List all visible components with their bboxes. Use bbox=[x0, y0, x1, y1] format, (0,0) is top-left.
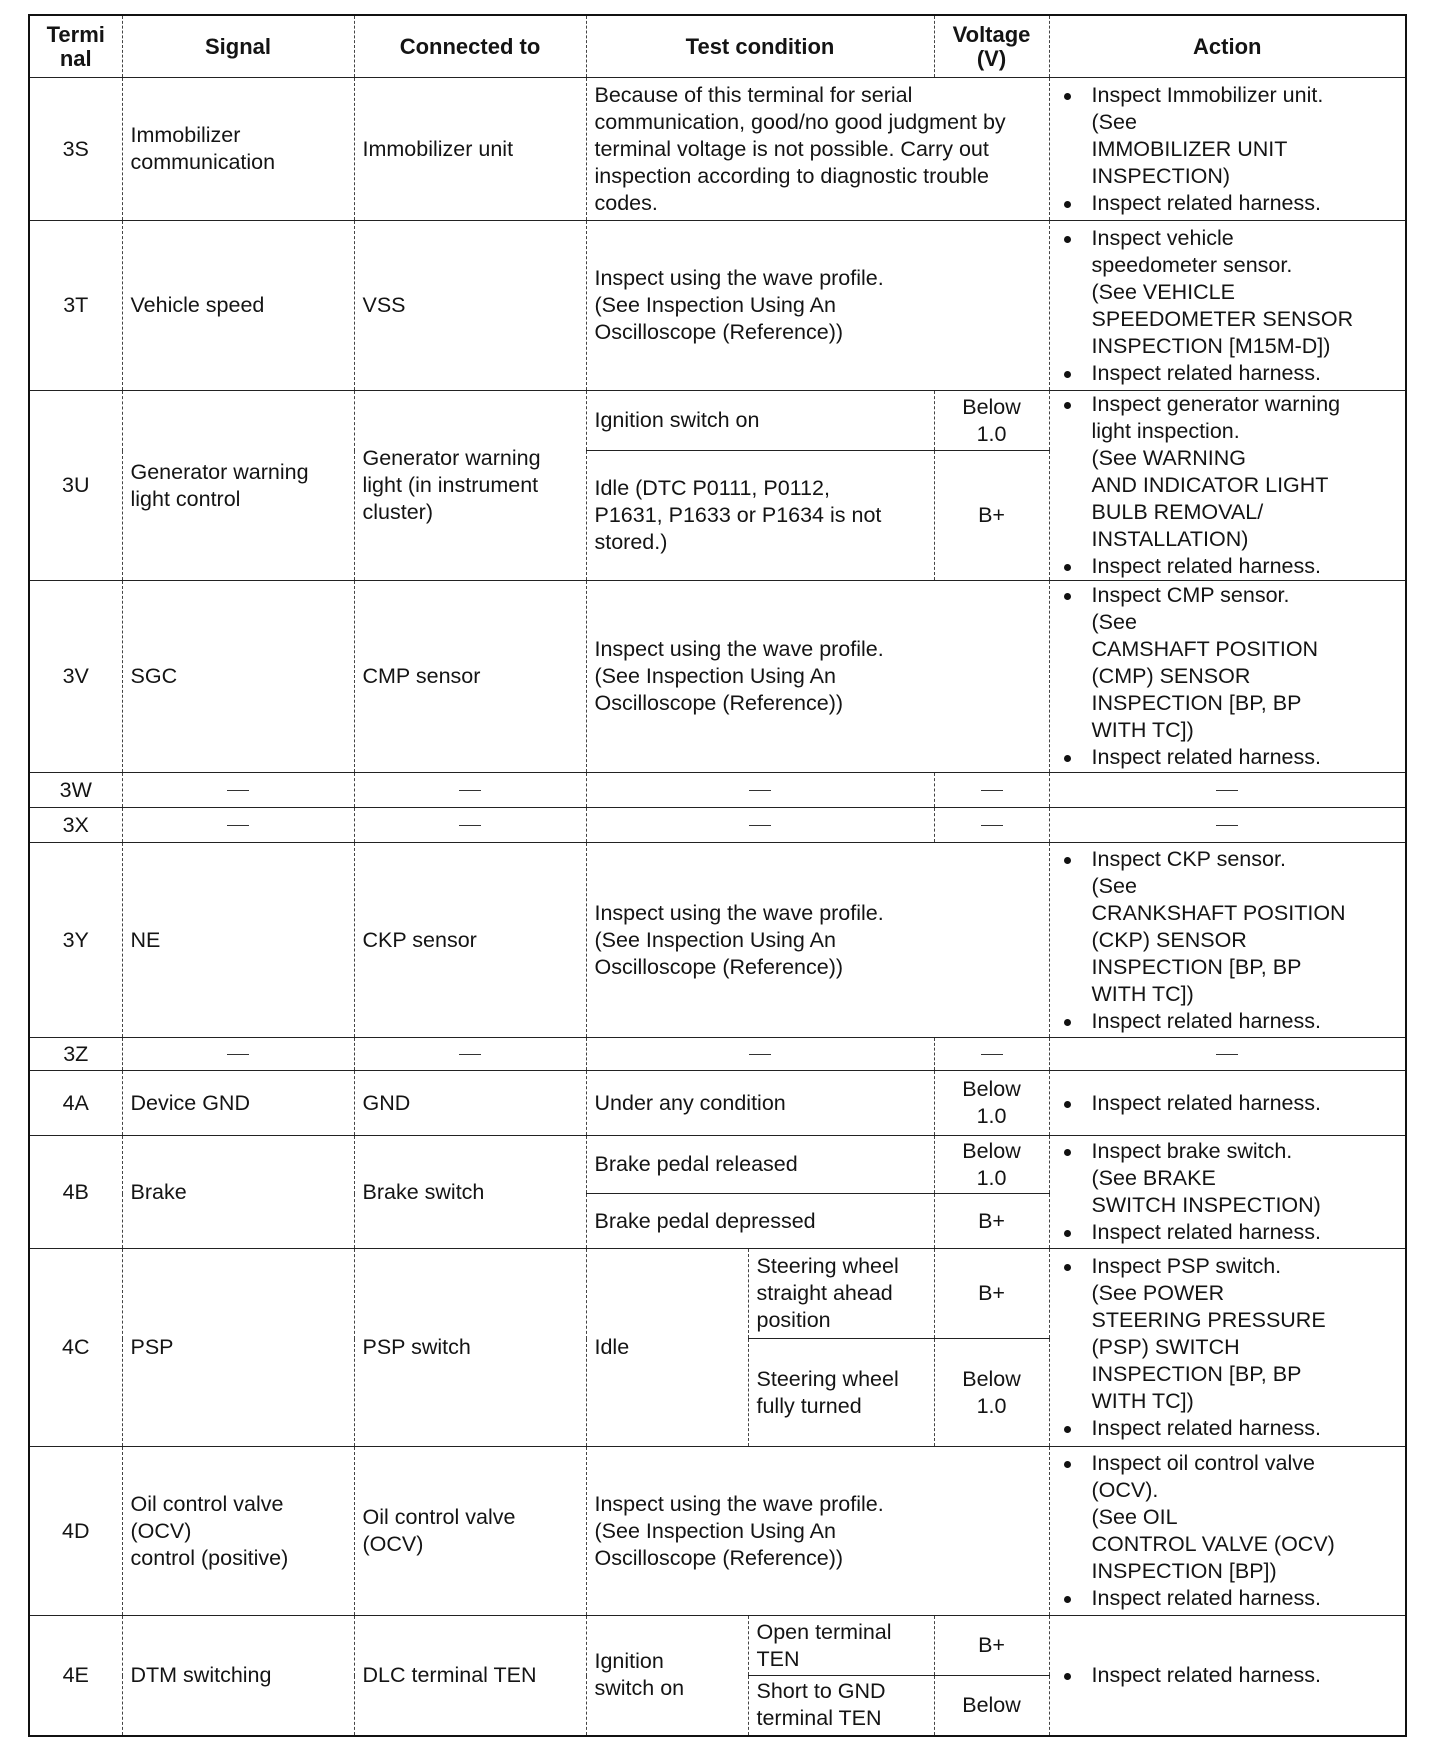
action-item: Inspect oil control valve (OCV). (See OIL CONTROL VALVE (OCV) INSPECTION [BP]) bbox=[1058, 1450, 1398, 1585]
terminal-cell: 4A bbox=[29, 1071, 122, 1136]
voltage-cell: B+ bbox=[934, 1249, 1049, 1339]
table-row bbox=[29, 1447, 1406, 1616]
action-cell bbox=[1049, 1136, 1406, 1249]
empty-dash bbox=[1216, 1054, 1238, 1055]
action-item: Inspect CKP sensor. (See CRANKSHAFT POSITION (CKP) SENSOR INSPECTION [BP, BP WITH TC]) bbox=[1058, 846, 1398, 1008]
action-item: Inspect brake switch. (See BRAKE SWITCH INSPECTION) bbox=[1058, 1138, 1398, 1219]
test-condition-cell: Ignition switch on bbox=[586, 391, 934, 451]
header-voltage: Voltage (V) bbox=[934, 15, 1049, 78]
header-connected-to: Connected to bbox=[354, 15, 586, 78]
terminal-cell: 3W bbox=[29, 773, 122, 808]
signal-cell: Brake bbox=[122, 1136, 354, 1249]
empty-dash bbox=[227, 790, 249, 791]
empty-dash bbox=[227, 1054, 249, 1055]
action-cell bbox=[1049, 1616, 1406, 1736]
test-condition-cell: Ignition switch on bbox=[586, 1616, 748, 1736]
signal-cell: PSP bbox=[122, 1249, 354, 1447]
table-row bbox=[29, 843, 1406, 1038]
signal-cell: SGC bbox=[122, 581, 354, 773]
connected-to-cell bbox=[354, 808, 586, 843]
connected-to-cell: CMP sensor bbox=[354, 581, 586, 773]
action-cell bbox=[1049, 1447, 1406, 1616]
voltage-cell bbox=[934, 1038, 1049, 1071]
voltage-cell: Below 1.0 bbox=[934, 1071, 1049, 1136]
action-item: Inspect related harness. bbox=[1058, 1219, 1398, 1246]
terminal-cell: 3U bbox=[29, 391, 122, 581]
empty-dash bbox=[981, 790, 1003, 791]
voltage-cell: Below 1.0 bbox=[934, 1136, 1049, 1194]
connected-to-cell bbox=[354, 1038, 586, 1071]
test-condition-cell: Because of this terminal for serial communication, good/no good judgment by terminal voltage is not possible. Carry out inspection according to diagnostic trouble codes. bbox=[586, 78, 1049, 221]
empty-dash bbox=[227, 825, 249, 826]
table-row bbox=[29, 1071, 1406, 1136]
table-row bbox=[29, 773, 1406, 808]
empty-dash bbox=[459, 1054, 481, 1055]
empty-dash bbox=[749, 1054, 771, 1055]
test-condition-cell bbox=[586, 773, 934, 808]
empty-dash bbox=[1216, 790, 1238, 791]
action-item: Inspect related harness. bbox=[1058, 553, 1398, 580]
terminal-cell: 4E bbox=[29, 1616, 122, 1736]
test-condition-cell: Inspect using the wave profile. (See Inspection Using An Oscilloscope (Reference)) bbox=[586, 843, 1049, 1038]
connected-to-cell: Oil control valve (OCV) bbox=[354, 1447, 586, 1616]
empty-dash bbox=[459, 825, 481, 826]
test-subcondition-cell: Open terminal TEN bbox=[748, 1616, 934, 1676]
terminal-cell: 3Z bbox=[29, 1038, 122, 1071]
connected-to-cell: VSS bbox=[354, 221, 586, 391]
test-condition-cell: Brake pedal depressed bbox=[586, 1194, 934, 1249]
table-row bbox=[29, 581, 1406, 773]
voltage-cell: B+ bbox=[934, 1616, 1049, 1676]
test-condition-cell bbox=[586, 808, 934, 843]
test-condition-cell bbox=[586, 1038, 934, 1071]
signal-cell: Oil control valve (OCV) control (positive) bbox=[122, 1447, 354, 1616]
voltage-cell bbox=[934, 773, 1049, 808]
terminal-cell: 4D bbox=[29, 1447, 122, 1616]
empty-dash bbox=[981, 825, 1003, 826]
test-condition-cell: Idle bbox=[586, 1249, 748, 1447]
test-condition-cell: Inspect using the wave profile. (See Inspection Using An Oscilloscope (Reference)) bbox=[586, 1447, 1049, 1616]
action-cell bbox=[1049, 808, 1406, 843]
voltage-cell bbox=[934, 808, 1049, 843]
test-subcondition-cell: Steering wheel straight ahead position bbox=[748, 1249, 934, 1339]
terminal-cell: 3V bbox=[29, 581, 122, 773]
action-cell bbox=[1049, 1038, 1406, 1071]
voltage-cell: B+ bbox=[934, 1194, 1049, 1249]
voltage-cell: Below bbox=[934, 1676, 1049, 1736]
header-signal: Signal bbox=[122, 15, 354, 78]
test-condition-cell: Under any condition bbox=[586, 1071, 934, 1136]
action-cell bbox=[1049, 1249, 1406, 1447]
action-item: Inspect related harness. bbox=[1058, 190, 1398, 217]
action-item: Inspect CMP sensor. (See CAMSHAFT POSITION (CMP) SENSOR INSPECTION [BP, BP WITH TC]) bbox=[1058, 582, 1398, 744]
action-item: Inspect related harness. bbox=[1058, 1662, 1398, 1689]
action-item: Inspect Immobilizer unit. (See IMMOBILIZER UNIT INSPECTION) bbox=[1058, 82, 1398, 190]
table-row bbox=[29, 1136, 1406, 1194]
table-row bbox=[29, 1616, 1406, 1676]
test-subcondition-cell: Steering wheel fully turned bbox=[748, 1339, 934, 1447]
terminal-cell: 3T bbox=[29, 221, 122, 391]
action-cell bbox=[1049, 581, 1406, 773]
table-header-row bbox=[29, 15, 1406, 78]
action-cell bbox=[1049, 78, 1406, 221]
action-cell bbox=[1049, 1071, 1406, 1136]
signal-cell: Device GND bbox=[122, 1071, 354, 1136]
signal-cell bbox=[122, 1038, 354, 1071]
terminal-cell: 3Y bbox=[29, 843, 122, 1038]
action-cell bbox=[1049, 773, 1406, 808]
header-test-condition: Test condition bbox=[586, 15, 934, 78]
signal-cell: DTM switching bbox=[122, 1616, 354, 1736]
terminal-cell: 4B bbox=[29, 1136, 122, 1249]
terminal-inspection-table bbox=[28, 14, 1407, 1737]
connected-to-cell: CKP sensor bbox=[354, 843, 586, 1038]
connected-to-cell: GND bbox=[354, 1071, 586, 1136]
test-condition-cell: Brake pedal released bbox=[586, 1136, 934, 1194]
signal-cell: Immobilizer communication bbox=[122, 78, 354, 221]
empty-dash bbox=[749, 825, 771, 826]
connected-to-cell: Generator warning light (in instrument cluster) bbox=[354, 391, 586, 581]
signal-cell bbox=[122, 773, 354, 808]
connected-to-cell: DLC terminal TEN bbox=[354, 1616, 586, 1736]
connected-to-cell: Immobilizer unit bbox=[354, 78, 586, 221]
signal-cell bbox=[122, 808, 354, 843]
action-item: Inspect related harness. bbox=[1058, 1008, 1398, 1035]
action-item: Inspect generator warning light inspection. (See WARNING AND INDICATOR LIGHT BULB REMOVAL/ INSTALLATION) bbox=[1058, 391, 1398, 553]
action-item: Inspect related harness. bbox=[1058, 1090, 1398, 1117]
table-row bbox=[29, 221, 1406, 391]
test-condition-cell: Inspect using the wave profile. (See Inspection Using An Oscilloscope (Reference)) bbox=[586, 221, 1049, 391]
test-condition-cell: Inspect using the wave profile. (See Inspection Using An Oscilloscope (Reference)) bbox=[586, 581, 1049, 773]
action-item: Inspect related harness. bbox=[1058, 1415, 1398, 1442]
test-subcondition-cell: Short to GND terminal TEN bbox=[748, 1676, 934, 1736]
empty-dash bbox=[459, 790, 481, 791]
action-cell bbox=[1049, 843, 1406, 1038]
connected-to-cell: PSP switch bbox=[354, 1249, 586, 1447]
voltage-cell: B+ bbox=[934, 451, 1049, 581]
voltage-cell: Below 1.0 bbox=[934, 391, 1049, 451]
action-item: Inspect related harness. bbox=[1058, 1585, 1398, 1612]
action-item: Inspect related harness. bbox=[1058, 360, 1398, 387]
header-action: Action bbox=[1049, 15, 1406, 78]
signal-cell: NE bbox=[122, 843, 354, 1038]
signal-cell: Vehicle speed bbox=[122, 221, 354, 391]
signal-cell: Generator warning light control bbox=[122, 391, 354, 581]
action-cell bbox=[1049, 221, 1406, 391]
empty-dash bbox=[749, 790, 771, 791]
action-item: Inspect vehicle speedometer sensor. (See VEHICLE SPEEDOMETER SENSOR INSPECTION [M15M-D]) bbox=[1058, 225, 1398, 360]
table-row bbox=[29, 78, 1406, 221]
connected-to-cell: Brake switch bbox=[354, 1136, 586, 1249]
test-condition-cell: Idle (DTC P0111, P0112, P1631, P1633 or P1634 is not stored.) bbox=[586, 451, 934, 581]
voltage-cell: Below 1.0 bbox=[934, 1339, 1049, 1447]
action-item: Inspect related harness. bbox=[1058, 744, 1398, 771]
table-row bbox=[29, 808, 1406, 843]
empty-dash bbox=[981, 1054, 1003, 1055]
table-row bbox=[29, 1249, 1406, 1339]
terminal-cell: 3S bbox=[29, 78, 122, 221]
empty-dash bbox=[1216, 825, 1238, 826]
table-row bbox=[29, 1038, 1406, 1071]
action-item: Inspect PSP switch. (See POWER STEERING PRESSURE (PSP) SWITCH INSPECTION [BP, BP WITH TC]) bbox=[1058, 1253, 1398, 1415]
header-terminal: Termi nal bbox=[29, 15, 122, 78]
terminal-cell: 4C bbox=[29, 1249, 122, 1447]
connected-to-cell bbox=[354, 773, 586, 808]
action-cell bbox=[1049, 391, 1406, 581]
terminal-cell: 3X bbox=[29, 808, 122, 843]
table-row bbox=[29, 391, 1406, 451]
